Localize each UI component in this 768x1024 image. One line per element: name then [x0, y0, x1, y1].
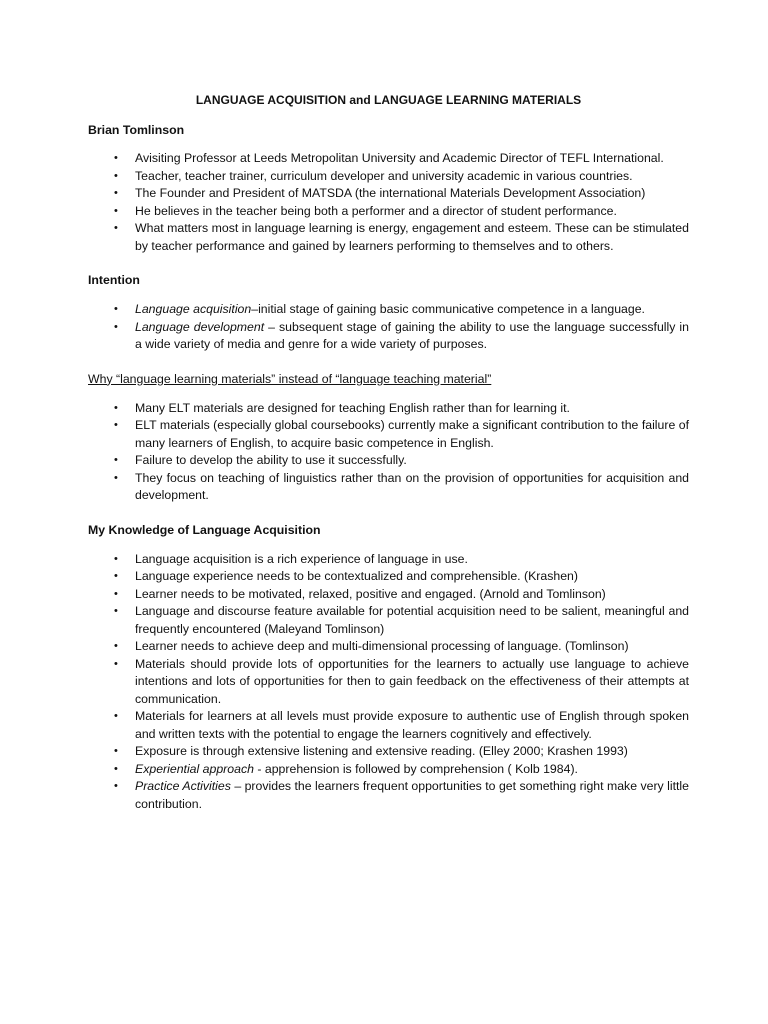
list-item: • Language experience needs to be contextualized and comprehensible. (Krashen)	[88, 568, 689, 586]
bullet-icon: •	[114, 169, 118, 182]
bullet-icon: •	[114, 710, 118, 722]
bullet-icon: •	[114, 762, 118, 775]
bullet-icon: •	[114, 303, 118, 315]
list-item: • Failure to develop the ability to use it successfully.	[88, 452, 689, 470]
list-item: • What matters most in language learning is energy, engagement and esteem. These can be stimulated by teacher performance and gained by learners performing to themselves and to others.	[114, 221, 689, 253]
list-item: • Language acquisition is a rich experience of language in use.	[88, 551, 689, 569]
bullet-icon: •	[114, 587, 118, 600]
bullet-icon: •	[114, 454, 118, 466]
list-item: • Exposure is through extensive listening and extensive reading. (Elley 2000; Krashen 1993)	[88, 743, 689, 761]
section-heading-why: Why “language learning materials” instead of “language teaching material”	[88, 371, 492, 386]
bullet-icon: •	[114, 640, 118, 652]
list-item: • Experiential approach - apprehension is followed by comprehension ( Kolb 1984).	[88, 761, 689, 779]
list-item: • Teacher, teacher trainer, curriculum developer and university academic in various countries.	[88, 168, 689, 186]
list-item: • Avisiting Professor at Leeds Metropolitan University and Academic Director of TEFL International.	[88, 150, 689, 168]
why-bullet-list	[88, 400, 689, 505]
bullet-icon: •	[114, 605, 118, 617]
bullet-icon: •	[114, 320, 118, 333]
list-item: • Many ELT materials are designed for teaching English rather than for learning it.	[88, 400, 689, 418]
bullet-icon: •	[114, 471, 118, 484]
list-item: • He believes in the teacher being both a performer and a director of student performance.	[88, 203, 689, 221]
section-heading-intention: Intention	[88, 273, 140, 287]
list-item: • They focus on teaching of linguistics rather than on the provision of opportunities for acquisition and development.	[114, 470, 689, 502]
author-bullet-list	[88, 150, 689, 255]
list-item: • Materials for learners at all levels must provide exposure to authentic use of English through spoken and written texts with the potential to engage the learners cognitively and effectively.	[114, 709, 689, 741]
bullet-icon: •	[114, 657, 118, 670]
list-item: • Learner needs to be motivated, relaxed, positive and engaged. (Arnold and Tomlinson)	[88, 586, 689, 604]
list-item: • The Founder and President of MATSDA (the international Materials Development Association)	[88, 185, 689, 203]
list-item: • Language development – subsequent stage of gaining the ability to use the language successfully in a wide variety of media and genre for a wide variety of purposes.	[114, 319, 689, 351]
bullet-icon: •	[114, 222, 118, 234]
list-item: • Language and discourse feature available for potential acquisition need to be salient, meaningful and frequently encountered (Maleyand Tomlinson)	[114, 604, 689, 636]
document-title: LANGUAGE ACQUISITION and LANGUAGE LEARNING MATERIALS	[195, 93, 582, 107]
knowledge-bullet-list	[88, 551, 689, 814]
bullet-icon: •	[114, 152, 118, 164]
bullet-icon: •	[114, 780, 118, 792]
document-page	[88, 84, 689, 813]
list-item: • ELT materials (especially global coursebooks) currently make a significant contribution to the failure of many learners of English, to acquire basic competence in English.	[114, 418, 689, 450]
list-item: • Language acquisition–initial stage of gaining basic communicative competence in a language.	[88, 301, 689, 319]
bullet-icon: •	[114, 204, 118, 217]
author-name: Brian Tomlinson	[88, 123, 185, 137]
bullet-icon: •	[114, 419, 118, 431]
list-item: • Materials should provide lots of opportunities for the learners to actually use language to achieve intentions and lots of opportunities for then to gain feedback on the effectiveness of their attempts at communication.	[114, 656, 689, 706]
bullet-icon: •	[114, 187, 118, 199]
bullet-icon: •	[114, 745, 118, 757]
intention-bullet-list	[88, 301, 689, 354]
list-item: • Learner needs to achieve deep and multi-dimensional processing of language. (Tomlinson)	[88, 638, 689, 656]
section-heading-knowledge: My Knowledge of Language Acquisition	[88, 522, 321, 537]
bullet-icon: •	[114, 570, 118, 582]
list-item: • Practice Activities – provides the learners frequent opportunities to get something right make very little contribution.	[114, 779, 689, 811]
bullet-icon: •	[114, 552, 118, 565]
bullet-icon: •	[114, 401, 118, 414]
